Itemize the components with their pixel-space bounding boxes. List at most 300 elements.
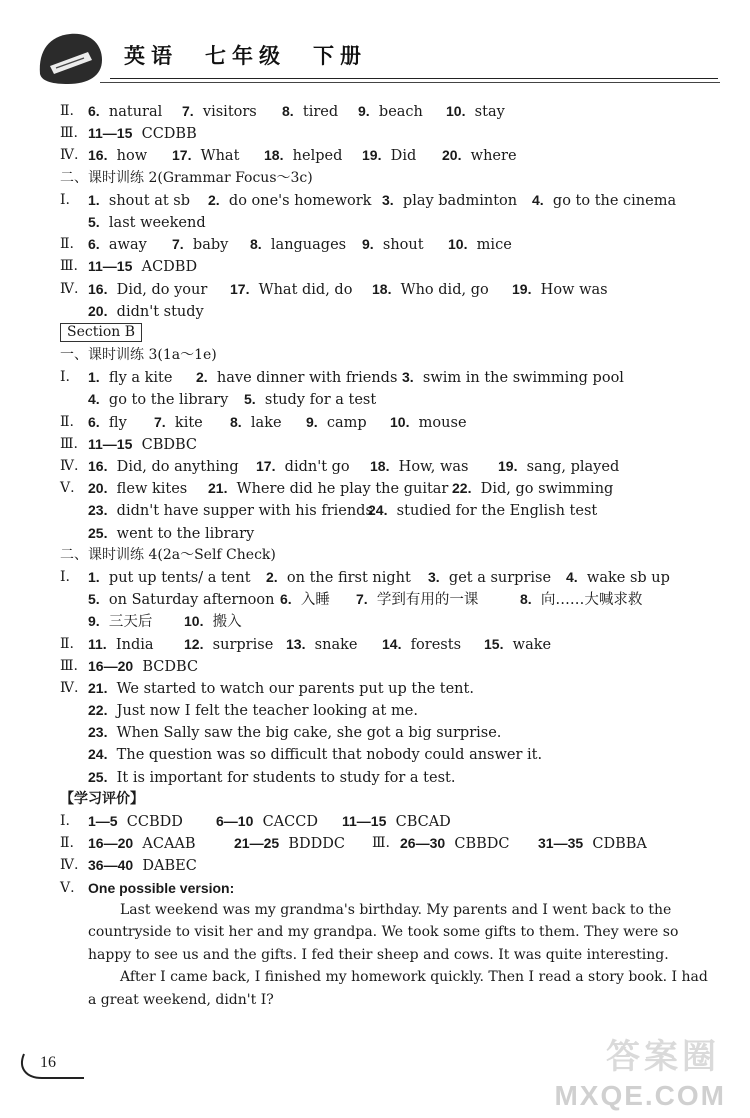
item-number: Ⅳ. xyxy=(60,147,79,164)
item-number: 11—15 xyxy=(88,258,133,275)
answer-text: 入睡 xyxy=(291,592,330,609)
answer-text: mice xyxy=(467,237,512,254)
book-logo-icon xyxy=(36,30,106,88)
item-number: 8. xyxy=(520,591,532,608)
answer-text: didn't go xyxy=(275,459,350,475)
item-number: 7. xyxy=(154,413,166,430)
item-number: 5. xyxy=(88,213,100,230)
item-number: 9. xyxy=(306,413,318,430)
answer-item xyxy=(60,633,74,655)
answer-line xyxy=(60,877,720,899)
item-number: 1. xyxy=(88,191,100,208)
answer-item xyxy=(208,477,448,500)
answer-text: 学到有用的一课 xyxy=(367,592,479,609)
essay-paragraph: Last weekend was my grandma's birthday. My parents and I went back to the countryside to visit her and my grandpa. We took some gifts to them. They were so happy to see us and the gifts. I fed their sheep and cows. It was quite interesting. xyxy=(88,901,679,963)
answer-item xyxy=(88,677,474,700)
item-number: 3. xyxy=(382,191,394,208)
answer-text: where xyxy=(461,148,517,165)
answer-item xyxy=(60,854,78,876)
answer-text: sang, played xyxy=(517,459,620,475)
answer-item xyxy=(60,433,78,455)
item-number: 11—15 xyxy=(342,813,387,829)
item-number: Ⅲ. xyxy=(60,258,78,275)
item-number: 8. xyxy=(250,236,262,253)
answer-text: Did, do anything xyxy=(107,459,239,475)
watermark-logo: 答案圈 xyxy=(606,1037,720,1077)
answer-text: kite xyxy=(165,414,203,431)
item-number: Ⅱ. xyxy=(60,635,74,652)
answer-item xyxy=(88,854,197,877)
answer-text: have dinner with friends xyxy=(207,370,398,387)
answer-line xyxy=(60,854,720,876)
answer-item xyxy=(368,499,597,522)
answer-item xyxy=(88,300,204,323)
answer-line xyxy=(60,633,720,655)
answer-text: We started to watch our parents put up the tent. xyxy=(107,680,474,697)
answer-item xyxy=(60,278,78,300)
item-number: 5. xyxy=(244,391,256,408)
item-number: 14. xyxy=(382,635,402,652)
answer-text: Who did, go xyxy=(391,281,489,298)
item-number: 3. xyxy=(402,369,414,386)
answer-item xyxy=(520,588,642,611)
item-number: Ⅰ. xyxy=(60,369,70,386)
item-number: Ⅳ. xyxy=(60,679,79,696)
answer-item xyxy=(498,455,619,478)
item-number: 一、课时训练 3(1a～1e) xyxy=(60,347,217,364)
item-number: 2. xyxy=(208,191,220,208)
answer-item xyxy=(362,144,416,167)
item-number: Ⅰ. xyxy=(60,813,70,829)
answer-item xyxy=(448,233,512,256)
item-number: 10. xyxy=(184,613,204,630)
answer-item xyxy=(372,832,390,854)
item-number: 2. xyxy=(266,568,278,585)
answer-line xyxy=(60,499,720,521)
answer-item xyxy=(216,810,318,833)
answer-text: What did, do xyxy=(249,281,353,298)
answer-item xyxy=(452,477,613,500)
item-number: 23. xyxy=(88,502,108,519)
answer-item xyxy=(88,588,274,611)
answer-text: 三天后 xyxy=(99,614,153,631)
answer-line xyxy=(60,122,720,144)
answer-line xyxy=(60,344,720,366)
answer-line xyxy=(60,677,720,699)
item-number: 9. xyxy=(362,236,374,253)
answer-line xyxy=(60,433,720,455)
answer-text: What xyxy=(191,148,240,165)
answer-text: languages xyxy=(261,237,347,254)
answer-item xyxy=(382,189,517,212)
item-number: 3. xyxy=(428,568,440,585)
item-number: 13. xyxy=(286,635,306,652)
answer-text: Did xyxy=(381,148,417,165)
item-number: 二、课时训练 2(Grammar Focus～3c) xyxy=(60,169,313,186)
item-number: One possible version: xyxy=(88,879,235,896)
answer-item xyxy=(88,366,172,389)
answer-item xyxy=(286,633,357,656)
answer-item xyxy=(230,411,282,434)
answer-text: how xyxy=(107,148,148,165)
header-rule xyxy=(110,78,718,79)
item-number: 1. xyxy=(88,568,100,585)
item-number: 18. xyxy=(372,280,392,297)
answer-text: didn't have supper with his friends xyxy=(107,503,373,520)
answer-line xyxy=(60,211,720,233)
answer-item xyxy=(88,832,196,855)
answer-text: snake xyxy=(305,636,358,653)
answer-item xyxy=(88,499,373,522)
answer-item xyxy=(88,233,147,256)
answer-text: BDDDC xyxy=(279,836,346,853)
answer-text: put up tents/ a tent xyxy=(99,569,251,586)
answer-item xyxy=(88,255,197,278)
answer-item xyxy=(88,655,198,678)
answer-item xyxy=(172,233,228,256)
item-number: 11—15 xyxy=(88,125,133,142)
answer-text: shout at sb xyxy=(99,192,190,209)
item-number: 22. xyxy=(88,702,108,719)
answer-text: on Saturday afternoon xyxy=(99,592,275,609)
answer-text: ACDBD xyxy=(132,259,198,276)
answer-item xyxy=(60,788,144,810)
answer-line xyxy=(60,743,720,765)
answer-text: 向……大喊求救 xyxy=(531,592,643,609)
answer-item xyxy=(532,189,676,212)
answer-text: lake xyxy=(241,414,282,431)
item-number: 9. xyxy=(88,613,100,630)
answer-line xyxy=(60,788,720,810)
answer-line xyxy=(60,322,720,344)
item-number: Ⅱ. xyxy=(60,413,74,430)
answer-item xyxy=(306,411,367,434)
answer-item xyxy=(280,588,330,611)
item-number: 4. xyxy=(532,191,544,208)
answer-line xyxy=(60,477,720,499)
answer-item xyxy=(356,588,478,611)
answer-text: CCDBB xyxy=(132,126,197,143)
item-number: 【学习评价】 xyxy=(60,790,144,807)
answer-text: swim in the swimming pool xyxy=(413,370,624,387)
answer-line xyxy=(60,610,720,632)
page-number: 16 xyxy=(40,1054,56,1071)
answer-text: CDBBA xyxy=(583,836,647,853)
answer-line xyxy=(60,810,720,832)
item-number: 6. xyxy=(280,591,292,608)
answer-item xyxy=(88,433,197,456)
answer-text: visitors xyxy=(193,104,257,120)
answer-item xyxy=(60,344,217,366)
answer-line xyxy=(60,699,720,721)
answer-line xyxy=(60,766,720,788)
answer-item xyxy=(60,677,78,699)
item-number: Ⅲ. xyxy=(60,125,78,142)
answer-text: 搬入 xyxy=(203,614,242,631)
answer-item xyxy=(60,167,313,189)
answer-item xyxy=(60,122,78,144)
answer-text: go to the library xyxy=(99,392,229,409)
item-number: 7. xyxy=(356,591,368,608)
answer-line xyxy=(60,255,720,277)
item-number: 11—15 xyxy=(88,435,133,452)
answer-text: DABEC xyxy=(133,858,197,875)
answer-item xyxy=(250,233,346,256)
item-number: 16. xyxy=(88,147,108,164)
answer-text: CCBDD xyxy=(117,814,183,830)
answer-item xyxy=(370,455,468,478)
answer-item xyxy=(88,721,501,744)
answer-text: helped xyxy=(283,148,343,165)
answer-item xyxy=(182,100,257,123)
item-number: 6. xyxy=(88,236,100,253)
item-number: 10. xyxy=(448,236,468,253)
item-number: 18. xyxy=(370,458,390,474)
answer-text: play badminton xyxy=(393,192,518,209)
item-number: 20. xyxy=(88,480,108,497)
answer-text: studied for the English test xyxy=(387,503,598,520)
answer-item xyxy=(88,411,127,434)
answer-text: shout xyxy=(373,237,424,254)
item-number: 16—20 xyxy=(88,835,134,852)
answer-item xyxy=(88,211,206,234)
item-number: 二、课时训练 4(2a～Self Check) xyxy=(60,546,276,563)
answer-line xyxy=(60,455,720,477)
item-number: 8. xyxy=(230,413,242,430)
item-number: 25. xyxy=(88,768,108,785)
item-number: 19. xyxy=(498,458,518,474)
item-number: 10. xyxy=(446,103,466,119)
answer-item xyxy=(264,144,342,167)
item-number: Ⅱ. xyxy=(60,103,74,119)
answer-item xyxy=(88,522,254,545)
item-number: Ⅱ. xyxy=(60,835,74,852)
page-header xyxy=(0,0,750,95)
answer-line xyxy=(60,655,720,677)
answer-item xyxy=(88,278,207,301)
answer-line xyxy=(60,100,720,122)
item-number: 20. xyxy=(442,147,462,164)
answer-text: CACCD xyxy=(253,814,318,830)
item-number: Ⅳ. xyxy=(60,280,79,297)
item-number: 21—25 xyxy=(234,835,280,852)
item-number: 12. xyxy=(184,635,204,652)
answer-item xyxy=(88,388,228,411)
answer-line xyxy=(60,189,720,211)
answer-text: forests xyxy=(401,636,462,653)
item-number: 19. xyxy=(512,280,532,297)
item-number: Ⅰ. xyxy=(60,568,70,585)
answer-item xyxy=(282,100,338,123)
item-number: 24. xyxy=(368,502,388,519)
answer-text: went to the library xyxy=(107,525,255,542)
item-number: 36—40 xyxy=(88,857,134,874)
answer-text: Just now I felt the teacher looking at me. xyxy=(107,703,418,720)
answer-text: Did, go swimming xyxy=(471,481,614,498)
answer-item xyxy=(60,455,78,477)
answer-item xyxy=(60,100,74,122)
answer-item xyxy=(88,477,187,500)
item-number: 11. xyxy=(88,635,107,652)
item-number: 26—30 xyxy=(400,835,446,852)
answer-item xyxy=(184,610,242,633)
item-number: Ⅲ. xyxy=(60,657,78,674)
answer-item xyxy=(60,477,75,499)
answer-text: on the first night xyxy=(277,569,411,586)
answer-item xyxy=(390,411,467,434)
item-number: 19. xyxy=(362,147,382,164)
answer-content xyxy=(60,100,720,1011)
item-number: 7. xyxy=(172,236,184,253)
answer-item xyxy=(154,411,203,434)
answer-line xyxy=(60,566,720,588)
answer-text: wake xyxy=(503,636,552,653)
answer-item xyxy=(88,810,183,833)
answer-text: camp xyxy=(317,414,367,431)
item-number: 17. xyxy=(172,147,192,164)
item-number: 17. xyxy=(256,458,276,474)
item-number: 6. xyxy=(88,413,100,430)
answer-text: Where did he play the guitar xyxy=(227,481,449,498)
answer-item xyxy=(342,810,451,833)
answer-item xyxy=(60,366,70,388)
answer-item xyxy=(88,189,190,212)
answer-item xyxy=(88,566,251,589)
item-number: 5. xyxy=(88,591,100,608)
answer-text: Did, do your xyxy=(107,281,208,298)
answer-text: How, was xyxy=(389,459,469,475)
answer-text: BCDBC xyxy=(133,658,199,675)
answer-item xyxy=(382,633,461,656)
answer-text: didn't study xyxy=(107,303,204,320)
answer-text: surprise xyxy=(203,636,274,653)
answer-text: fly a kite xyxy=(99,370,173,387)
item-number: 16—20 xyxy=(88,657,134,674)
answer-item xyxy=(88,699,418,722)
essay-paragraph: After I came back, I finished my homework quickly. Then I read a story book. I had a great weekend, didn't I? xyxy=(88,969,708,1008)
answer-item xyxy=(60,544,276,566)
item-number: 6—10 xyxy=(216,813,254,829)
answer-item xyxy=(358,100,423,123)
answer-text: study for a test xyxy=(255,392,377,409)
answer-line xyxy=(60,721,720,743)
answer-item xyxy=(244,388,376,411)
answer-line xyxy=(60,366,720,388)
answer-item xyxy=(230,278,352,301)
answer-text: beach xyxy=(369,104,423,120)
answer-item xyxy=(60,832,74,854)
item-number: Ⅰ. xyxy=(60,191,70,208)
item-number: 20. xyxy=(88,302,108,319)
answer-item xyxy=(88,144,147,167)
answer-line xyxy=(60,544,720,566)
answer-item xyxy=(88,766,455,789)
answer-line xyxy=(60,233,720,255)
answer-text: baby xyxy=(183,237,229,254)
item-number: 22. xyxy=(452,480,472,497)
answer-text: wake sb up xyxy=(577,569,670,586)
answer-line xyxy=(60,144,720,166)
answer-text: stay xyxy=(465,104,505,120)
answer-text: India xyxy=(106,636,154,653)
answer-item xyxy=(88,633,154,656)
item-number: 21. xyxy=(88,679,108,696)
answer-item xyxy=(566,566,670,589)
answer-item xyxy=(60,255,78,277)
answer-text: mouse xyxy=(409,414,467,431)
answer-line xyxy=(60,167,720,189)
answer-text: When Sally saw the big cake, she got a big surprise. xyxy=(107,725,502,742)
answer-item xyxy=(428,566,551,589)
item-number: 15. xyxy=(484,635,504,652)
item-number: Ⅲ. xyxy=(60,435,78,452)
answer-item xyxy=(402,366,624,389)
item-number: 1. xyxy=(88,369,100,386)
answer-line xyxy=(60,278,720,300)
item-number: 24. xyxy=(88,746,108,763)
answer-text: CBCAD xyxy=(386,814,451,830)
answer-item xyxy=(442,144,517,167)
header-rule-thin xyxy=(100,82,720,83)
answer-item xyxy=(88,877,234,900)
answer-text: CBDBC xyxy=(132,436,197,453)
answer-item xyxy=(512,278,608,301)
item-number: 8. xyxy=(282,103,294,119)
item-number: 17. xyxy=(230,280,250,297)
item-number: 7. xyxy=(182,103,194,119)
answer-text: go to the cinema xyxy=(543,192,677,209)
item-number: 16. xyxy=(88,280,108,297)
item-number: 25. xyxy=(88,524,108,541)
answer-item xyxy=(88,100,162,123)
answer-line xyxy=(60,588,720,610)
answer-item xyxy=(446,100,505,123)
answer-line xyxy=(60,411,720,433)
answer-item xyxy=(60,189,70,211)
answer-item xyxy=(60,877,75,899)
answer-item xyxy=(538,832,647,855)
answer-item xyxy=(60,144,78,166)
watermark-url: MXQE.COM xyxy=(554,1080,726,1111)
answer-text: fly xyxy=(99,414,127,431)
item-number: 10. xyxy=(390,413,410,430)
answer-item xyxy=(362,233,424,256)
answer-item xyxy=(172,144,239,167)
item-number: Ⅴ. xyxy=(60,879,75,896)
answer-text: get a surprise xyxy=(439,569,552,586)
answer-item xyxy=(184,633,273,656)
answer-item xyxy=(372,278,489,301)
item-number: 9. xyxy=(358,103,370,119)
answer-text: tired xyxy=(293,104,339,120)
answer-item xyxy=(88,455,239,478)
answer-text: The question was so difficult that nobody could answer it. xyxy=(107,747,543,764)
answer-item xyxy=(88,743,542,766)
answer-line xyxy=(60,388,720,410)
item-number: 18. xyxy=(264,147,284,164)
answer-text: away xyxy=(99,237,147,254)
item-number: Ⅴ. xyxy=(60,480,75,497)
answer-item xyxy=(60,810,70,832)
item-number: 2. xyxy=(196,369,208,386)
answer-text: do one's homework xyxy=(219,192,372,209)
item-number: 31—35 xyxy=(538,835,584,852)
answer-item xyxy=(60,233,74,255)
item-number: 4. xyxy=(566,568,578,585)
answer-item xyxy=(208,189,371,212)
answer-item xyxy=(60,655,78,677)
item-number: Ⅳ. xyxy=(60,857,79,874)
